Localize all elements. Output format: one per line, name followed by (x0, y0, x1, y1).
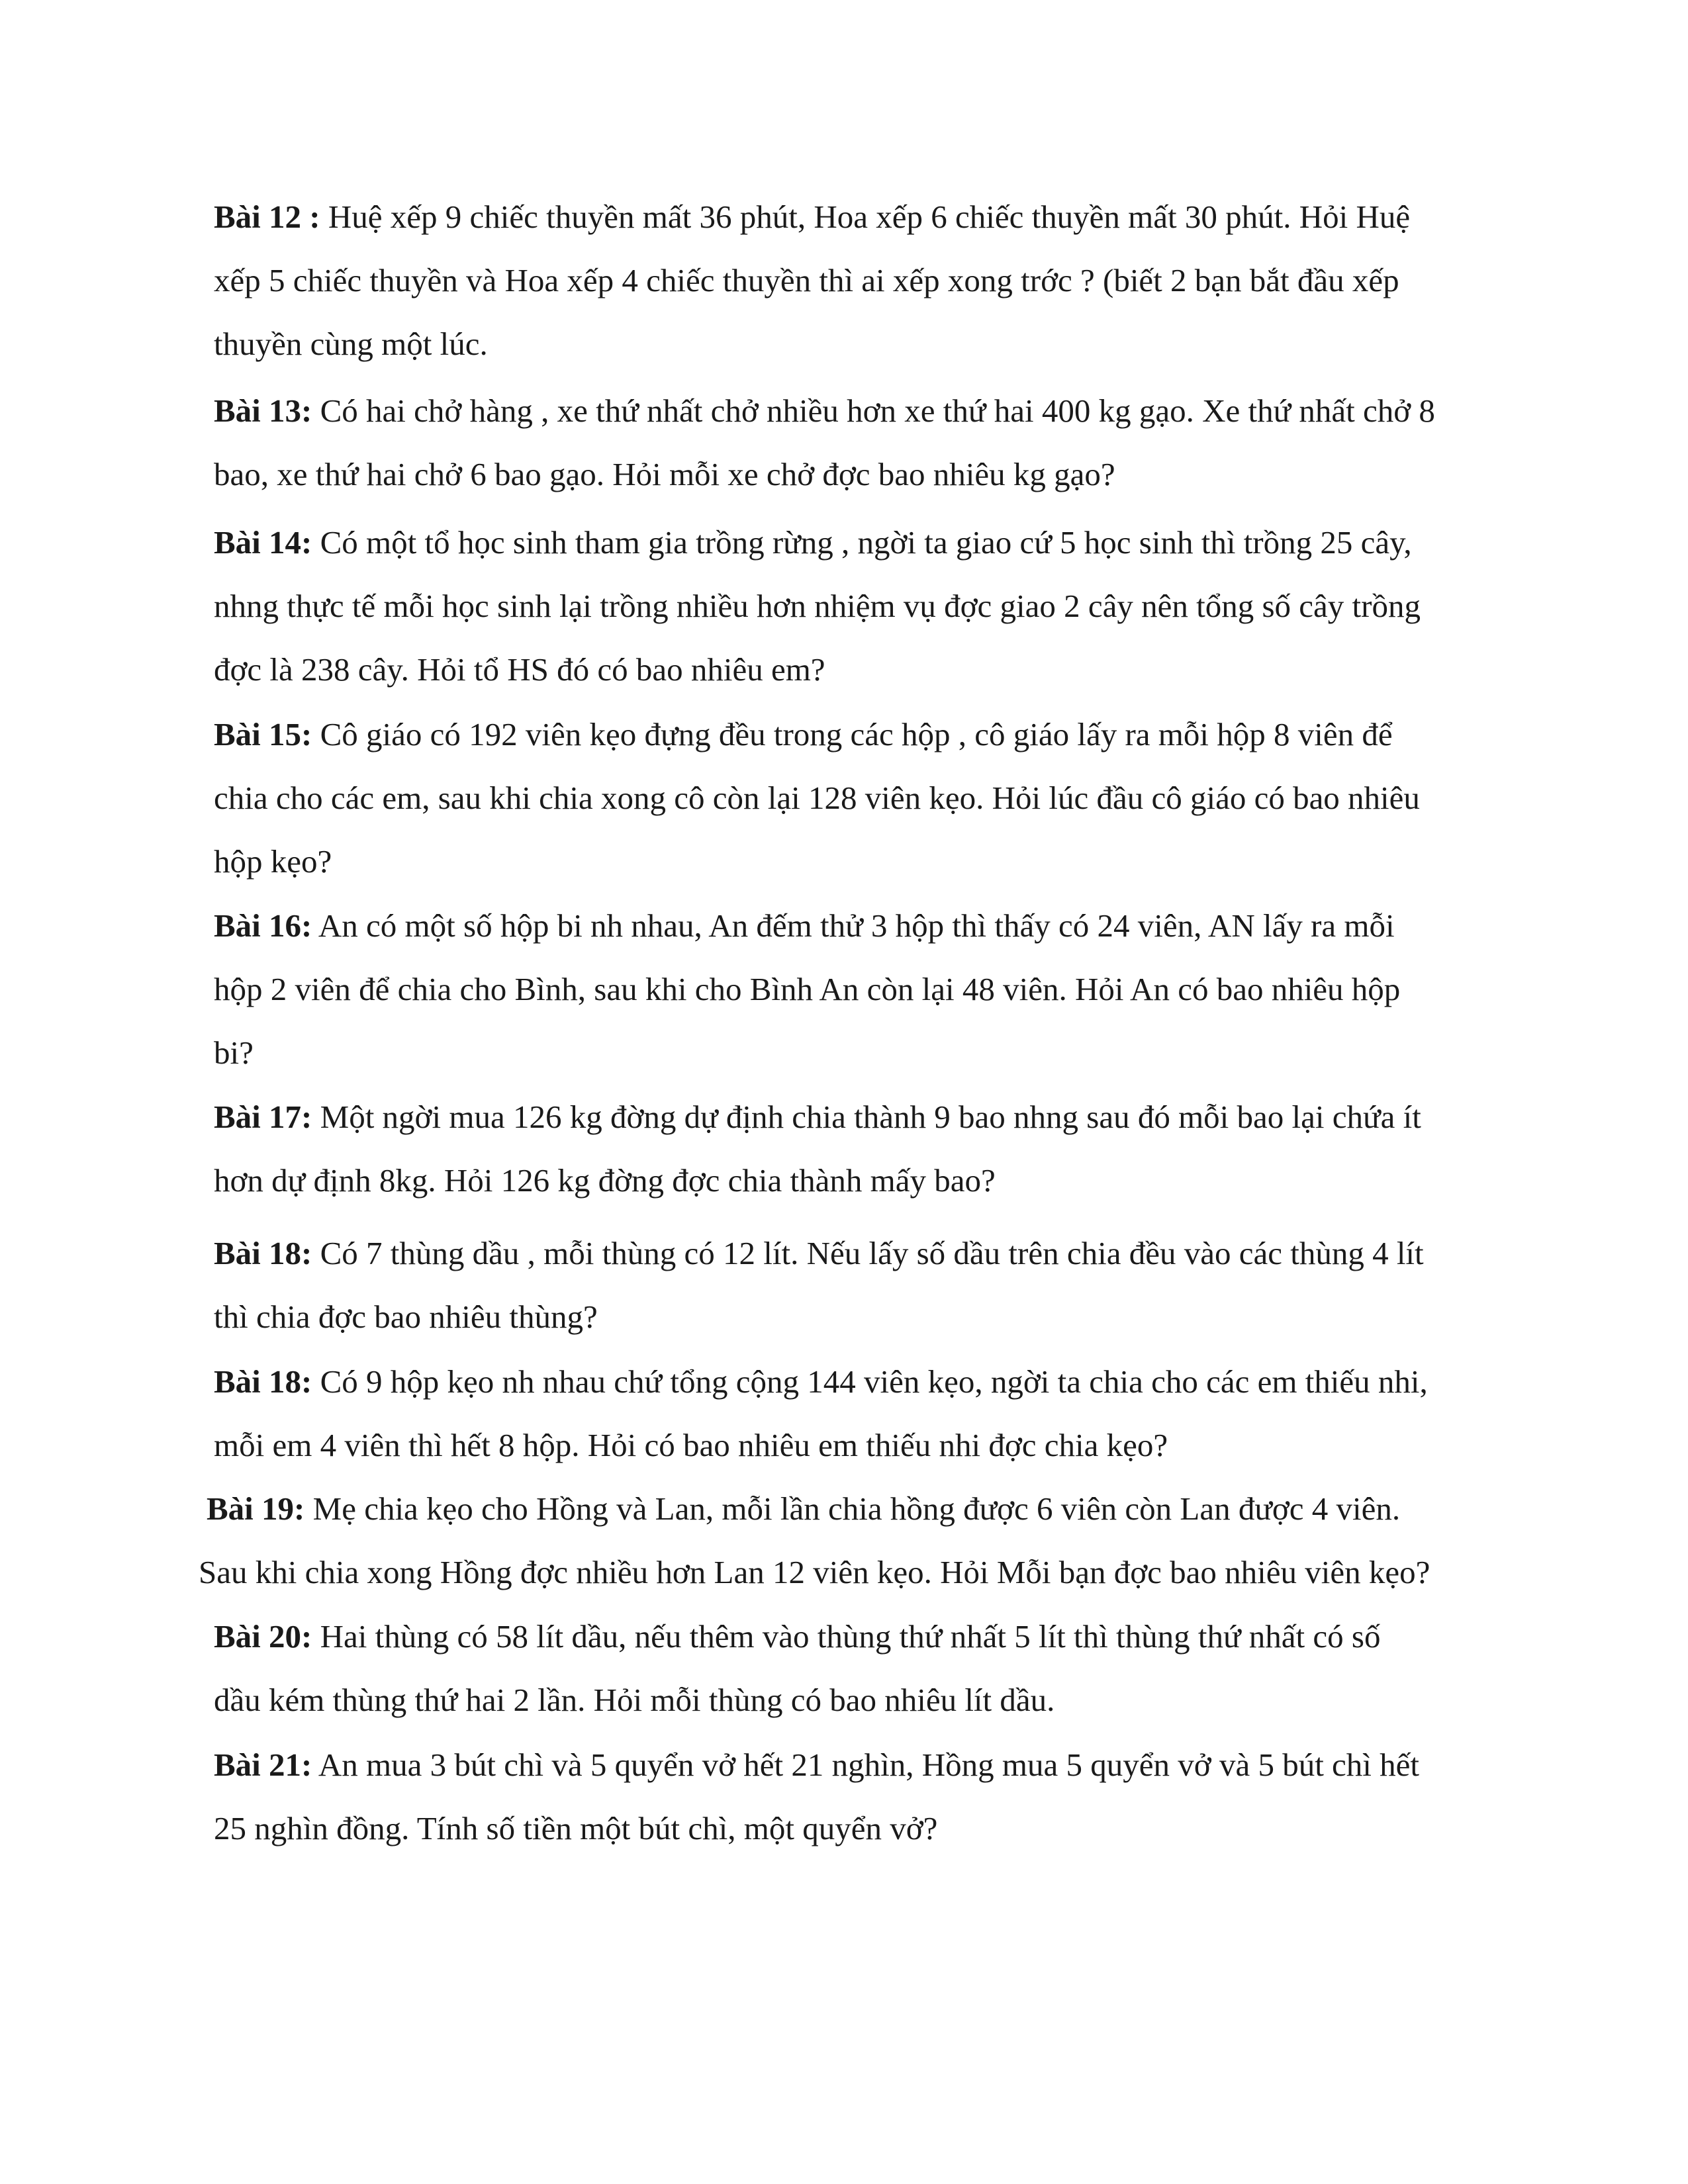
problem-text: Huệ xếp 9 chiếc thuyền mất 36 phút, Hoa xếp 6 chiếc thuyền mất 30 phút. Hỏi Huệ (320, 199, 1411, 235)
problem-13 (214, 379, 1435, 506)
problem-line (214, 1085, 1421, 1149)
problem-label: Bài 18: (214, 1363, 312, 1400)
problem-text: Mẹ chia kẹo cho Hồng và Lan, mỗi lần chia hồng được 6 viên còn Lan được 4 viên. (305, 1490, 1401, 1527)
problem-label: Bài 20: (214, 1618, 312, 1655)
problem-text: Một ngời mua 126 kg đờng dự định chia thành 9 bao nhng sau đó mỗi bao lại chứa ít (312, 1099, 1421, 1135)
problem-line: hộp 2 viên để chia cho Bình, sau khi cho Bình An còn lại 48 viên. Hỏi An có bao nhiêu hộp (214, 971, 1401, 1007)
problem-label: Bài 17: (214, 1099, 312, 1135)
problem-line (214, 1733, 1419, 1797)
problem-line: nhng thực tế mỗi học sinh lại trồng nhiều hơn nhiệm vụ đợc giao 2 cây nên tổng số cây trồng (214, 588, 1421, 624)
problem-17 (214, 1085, 1421, 1212)
problem-label: Bài 21: (214, 1747, 312, 1783)
problem-label: Bài 15: (214, 716, 312, 752)
problem-text: Cô giáo có 192 viên kẹo đựng đều trong các hộp , cô giáo lấy ra mỗi hộp 8 viên để (312, 716, 1393, 752)
problem-21 (214, 1733, 1419, 1860)
problem-line: 25 nghìn đồng. Tính số tiền một bút chì, một quyển vở? (214, 1810, 938, 1846)
problem-label: Bài 19: (207, 1490, 305, 1527)
problem-line: thì chia đợc bao nhiêu thùng? (214, 1298, 598, 1335)
problem-text: Hai thùng có 58 lít dầu, nếu thêm vào thùng thứ nhất 5 lít thì thùng thứ nhất có số (312, 1618, 1381, 1655)
problem-text: An mua 3 bút chì và 5 quyển vở hết 21 nghìn, Hồng mua 5 quyển vở và 5 bút chì hết (312, 1747, 1420, 1783)
problem-text: An có một số hộp bi nh nhau, An đếm thử 3 hộp thì thấy có 24 viên, AN lấy ra mỗi (312, 907, 1395, 944)
problem-line: bi? (214, 1034, 254, 1071)
problem-text: Có một tổ học sinh tham gia trồng rừng , ngời ta giao cứ 5 học sinh thì trồng 25 cây, (312, 524, 1412, 561)
problem-line (214, 703, 1420, 766)
problem-20 (214, 1605, 1380, 1732)
problem-line (199, 1477, 1430, 1541)
problem-16 (214, 894, 1400, 1085)
problem-line: chia cho các em, sau khi chia xong cô còn lại 128 viên kẹo. Hỏi lúc đầu cô giáo có bao nhiêu (214, 780, 1420, 816)
problem-19 (199, 1477, 1430, 1604)
problem-line (214, 379, 1435, 443)
problem-line (214, 1350, 1428, 1414)
problem-line: thuyền cùng một lúc. (214, 326, 488, 362)
problem-label: Bài 16: (214, 907, 312, 944)
problem-15 (214, 703, 1420, 893)
problem-line: mỗi em 4 viên thì hết 8 hộp. Hỏi có bao nhiêu em thiếu nhi đợc chia kẹo? (214, 1427, 1168, 1463)
problem-line (214, 511, 1421, 574)
problem-label: Bài 18: (214, 1235, 312, 1271)
problem-text: Có hai chở hàng , xe thứ nhất chở nhiều hơn xe thứ hai 400 kg gạo. Xe thứ nhất chở 8 (312, 392, 1435, 429)
problem-18b (214, 1350, 1428, 1477)
problem-line: dầu kém thùng thứ hai 2 lần. Hỏi mỗi thùng có bao nhiêu lít dầu. (214, 1682, 1055, 1718)
problem-line (214, 185, 1410, 249)
problem-text: Có 7 thùng dầu , mỗi thùng có 12 lít. Nếu lấy số dầu trên chia đều vào các thùng 4 lít (312, 1235, 1424, 1271)
problem-label: Bài 13: (214, 392, 312, 429)
problem-18a (214, 1222, 1424, 1349)
problem-line: hộp kẹo? (214, 843, 332, 880)
problem-label: Bài 12 : (214, 199, 320, 235)
problem-line: Sau khi chia xong Hồng đợc nhiều hơn Lan 12 viên kẹo. Hỏi Mỗi bạn đợc bao nhiêu viên kẹo? (199, 1554, 1430, 1590)
problem-line (214, 894, 1400, 958)
problem-line: hơn dự định 8kg. Hỏi 126 kg đờng đợc chia thành mấy bao? (214, 1162, 996, 1199)
problem-line (214, 1605, 1380, 1668)
problem-line: bao, xe thứ hai chở 6 bao gạo. Hỏi mỗi xe chở đợc bao nhiêu kg gạo? (214, 456, 1115, 492)
problem-label: Bài 14: (214, 524, 312, 561)
problem-line (214, 1222, 1424, 1285)
problem-12 (214, 185, 1410, 376)
problem-line: đợc là 238 cây. Hỏi tổ HS đó có bao nhiêu em? (214, 651, 825, 688)
problem-text: Có 9 hộp kẹo nh nhau chứ tổng cộng 144 viên kẹo, ngời ta chia cho các em thiếu nhi, (312, 1363, 1428, 1400)
problem-14 (214, 511, 1421, 702)
problem-line: xếp 5 chiếc thuyền và Hoa xếp 4 chiếc thuyền thì ai xếp xong trớc ? (biết 2 bạn bắt đầu xếp (214, 262, 1399, 298)
